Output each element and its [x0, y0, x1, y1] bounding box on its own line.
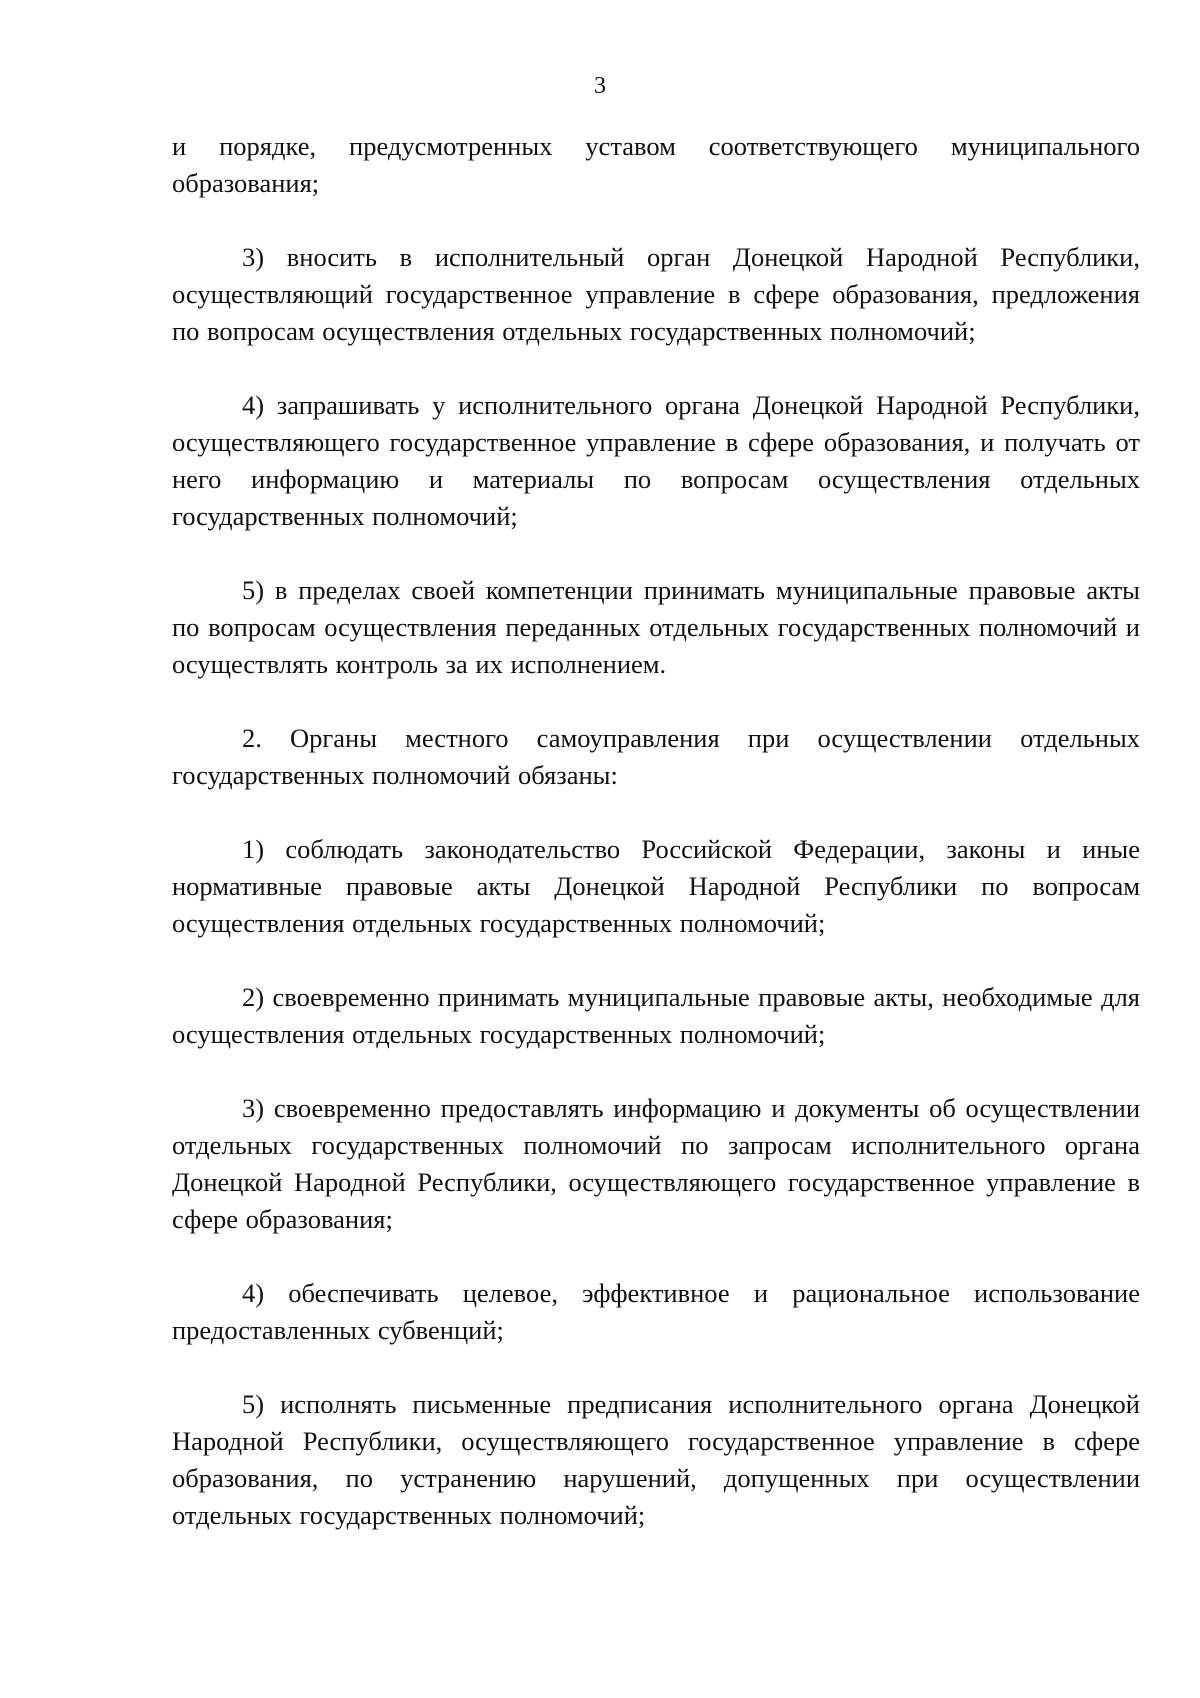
paragraph-obligation-1-comply-legislation: 1) соблюдать законодательство Российской Федерации, законы и иные нормативные правовые акты Донецкой Народной Республики по вопросам осуществления отдельных государственных полномочий;: [172, 834, 1140, 938]
paragraph-item-5-adopt-legal-acts: 5) в пределах своей компетенции принимать муниципальные правовые акты по вопросам осуществления переданных отдельных государственных полномочий и осуществлять контроль за их исполнением.: [172, 575, 1140, 679]
paragraph-obligation-4-use-subventions: 4) обеспечивать целевое, эффективное и рациональное использование предоставленных субвенций;: [172, 1278, 1140, 1345]
paragraph-item-3-submit-proposals: 3) вносить в исполнительный орган Донецкой Народной Республики, осуществляющий государственное управление в сфере образования, предложения по вопросам осуществления отдельных государственных полномочий;: [172, 242, 1140, 346]
paragraph-item-4-request-information: 4) запрашивать у исполнительного органа Донецкой Народной Республики, осуществляющего государственное управление в сфере образования, и получать от него информацию и материалы по вопросам осуществления отдельных государственных полномочий;: [172, 390, 1140, 531]
paragraph-obligation-2-adopt-acts: 2) своевременно принимать муниципальные правовые акты, необходимые для осуществления отдельных государственных полномочий;: [172, 982, 1140, 1049]
paragraph-obligation-3-provide-documents: 3) своевременно предоставлять информацию и документы об осуществлении отдельных государственных полномочий по запросам исполнительного органа Донецкой Народной Республики, осуществляющего государственное управление в сфере образования;: [172, 1093, 1140, 1234]
page-number: 3: [594, 73, 606, 99]
paragraph-obligation-5-execute-orders: 5) исполнять письменные предписания исполнительного органа Донецкой Народной Республики, осуществляющего государственное управление в сфере образования, по устранению нарушений, допущенных при осуществлении отдельных государственных полномочий;: [172, 1389, 1140, 1530]
paragraph-continuation: и порядке, предусмотренных уставом соответствующего муниципального образования;: [172, 131, 1140, 198]
document-body: [172, 128, 1140, 1571]
paragraph-section-2-obligations: 2. Органы местного самоуправления при осуществлении отдельных государственных полномочий обязаны:: [172, 723, 1140, 790]
